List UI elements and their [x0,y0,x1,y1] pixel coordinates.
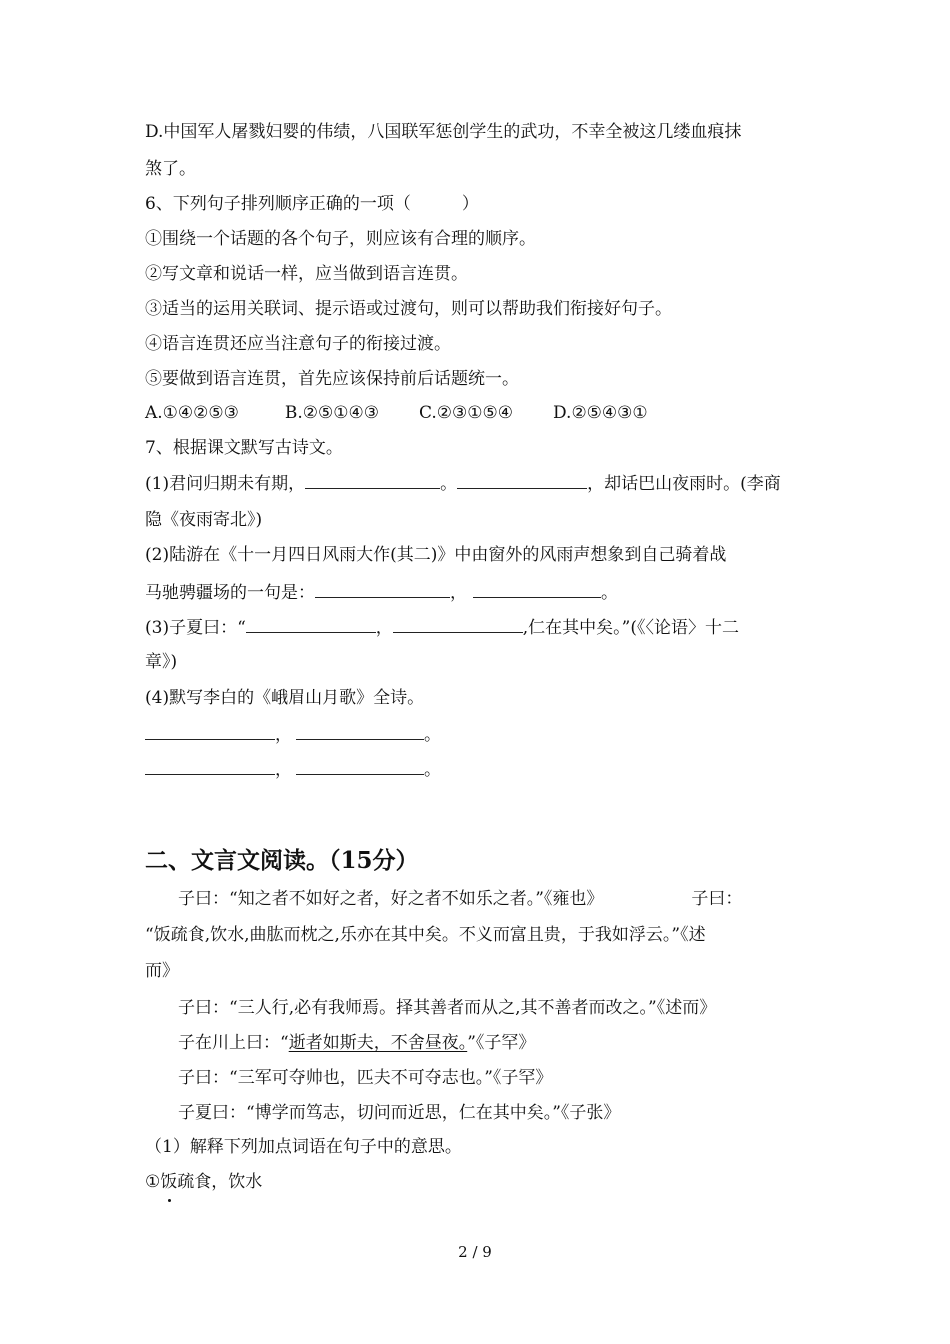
poem-sep: ， [275,760,292,780]
q7-item-4: (4)默写李白的《峨眉山月歌》全诗。 [145,688,425,708]
poem-end: 。 [424,725,441,745]
q6-sentence-4: ④语言连贯还应当注意句子的衔接过渡。 [145,334,451,354]
passage-line-3: 而》 [145,961,179,981]
question-7: 7、根据课文默写古诗文。 [145,438,343,458]
q6-option-c[interactable]: C.②③①⑤④ [419,403,514,423]
answer-blank[interactable] [246,615,376,633]
q6-option-a[interactable]: A.①④②⑤③ [145,403,239,423]
passage-1a: 子曰：“知之者不如好之者，好之者不如乐之者。”《雍也》 [178,889,604,909]
q6-sentence-3: ③适当的运用关联词、提示语或过渡句，则可以帮助我们衔接好句子。 [145,299,672,319]
passage-line-7: 子夏曰：“博学而笃志，切问而近思，仁在其中矣。”《子张》 [178,1103,621,1123]
passage-line-6: 子曰：“三军可夺帅也，匹夫不可夺志也。”《子罕》 [178,1068,553,1088]
sub-question-1-item [145,1170,262,1194]
sub-question-1: （1）解释下列加点词语在句子中的意思。 [145,1137,462,1157]
section-heading: 二、文言文阅读。（15分） [145,847,419,874]
q7-item-1 [145,471,781,496]
passage-line-1 [178,887,742,911]
q6-option-d[interactable]: D.②⑤④③① [553,403,648,423]
q7-1-tail: ，却话巴山夜雨时。(李商 [587,474,781,494]
q7-2-sep: ， [450,583,467,603]
poem-line-1 [145,722,441,747]
q6-sentence-2: ②写文章和说话一样，应当做到语言连贯。 [145,264,468,284]
q6-sentence-5: ⑤要做到语言连贯，首先应该保持前后话题统一。 [145,369,519,389]
answer-blank[interactable] [305,471,440,489]
poem-end: 。 [424,760,441,780]
q7-item-2-cont [145,580,618,605]
page-number: 2 / 9 [458,1243,492,1261]
q7-item-2: (2)陆游在《十一月四日风雨大作(其二)》中由窗外的风雨声想象到自己骑着战 [145,545,727,565]
q7-1-text: (1)君问归期未有期， [145,474,306,494]
poem-line-2 [145,757,441,782]
item-number: ① [145,1172,161,1192]
passage-line-5 [178,1031,535,1055]
q7-3-tail: ,仁在其中矣。”(《〈论语〉十二 [522,618,740,638]
answer-blank[interactable] [145,757,275,775]
underlined-quote: 逝者如斯夫，不舍昼夜。 [288,1033,468,1053]
answer-blank[interactable] [393,615,523,633]
q7-item-3 [145,615,739,640]
option-d-line1: D.中国军人屠戮妇婴的伟绩，八国联军惩创学生的武功，不幸全被这几缕血痕抹 [145,122,742,142]
q7-item-3-cont: 章》) [145,652,178,672]
q7-2-text: 马驰骋疆场的一句是： [145,583,315,603]
answer-blank[interactable] [145,722,275,740]
passage-5a: 子在川上曰：“ [178,1033,289,1053]
dotted-word: 饭 [160,1172,178,1192]
q7-3-sep: ， [375,618,393,638]
item-rest: 疏食，饮水 [177,1172,263,1192]
q7-1-period: 。 [440,474,458,494]
passage-line-4: 子曰：“三人行,必有我师焉。择其善者而从之,其不善者而改之。”《述而》 [178,998,717,1018]
answer-blank[interactable] [296,757,424,775]
passage-line-2: “饭疏食,饮水,曲肱而枕之,乐亦在其中矣。不义而富且贵，于我如浮云。”《述 [145,925,706,945]
q7-item-1-cont: 隐《夜雨寄北》) [145,510,263,530]
question-6: 6、下列句子排列顺序正确的一项（ ） [145,194,479,214]
q6-options [145,401,648,425]
answer-blank[interactable] [296,722,424,740]
answer-blank[interactable] [315,580,450,598]
passage-1b: 子曰： [691,889,743,909]
passage-5c: ”《子罕》 [467,1033,536,1053]
q7-3-text: (3)子夏曰：“ [145,618,246,638]
option-d-line2: 煞了。 [145,159,196,179]
q6-sentence-1: ①围绕一个话题的各个句子，则应该有合理的顺序。 [145,229,536,249]
answer-blank[interactable] [473,580,601,598]
poem-sep: ， [275,725,292,745]
q6-option-b[interactable]: B.②⑤①④③ [284,403,379,423]
answer-blank[interactable] [457,471,587,489]
q7-2-end: 。 [601,583,618,603]
